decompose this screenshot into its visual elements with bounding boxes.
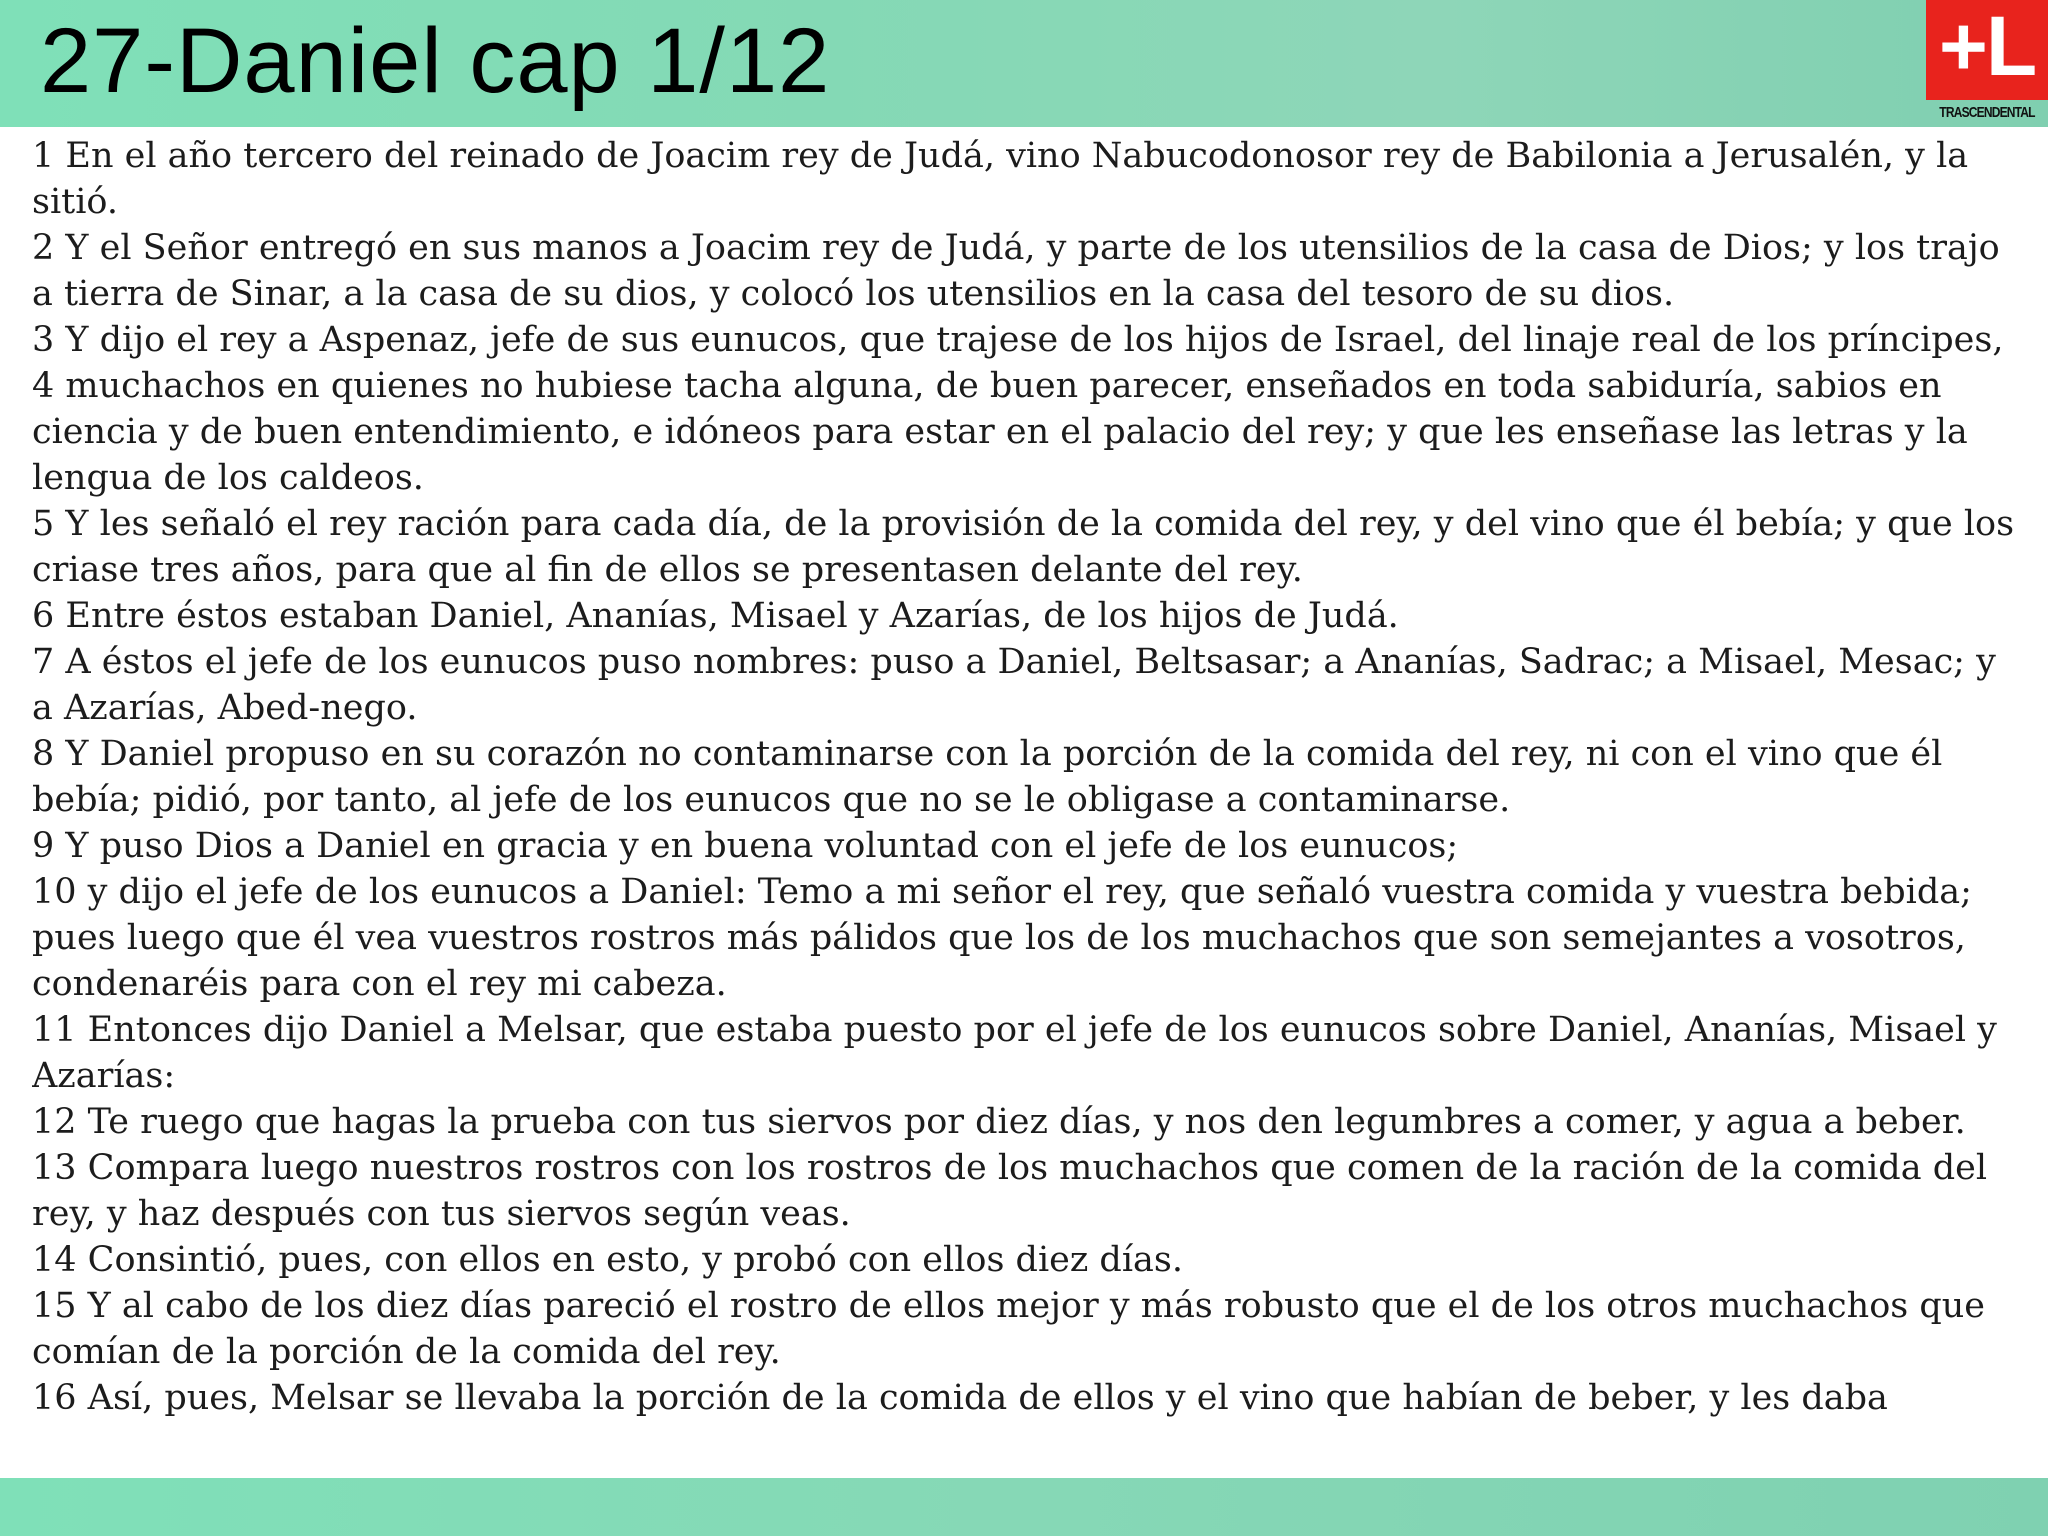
verse-11: 11 Entonces dijo Daniel a Melsar, que estaba puesto por el jefe de los eunucos sobre Daniel, Ananías, Misael y Azarías:: [32, 1010, 1997, 1096]
slide-title: 27-Daniel cap 1/12: [40, 10, 831, 112]
logo-badge: [1926, 0, 2048, 100]
verse-9: 9 Y puso Dios a Daniel en gracia y en buena voluntad con el jefe de los eunucos;: [32, 826, 1459, 866]
verse-8: 8 Y Daniel propuso en su corazón no contaminarse con la porción de la comida del rey, ni con el vino que él bebía; pidió, por tanto, al jefe de los eunucos que no se le obligase a contaminarse.: [32, 734, 1943, 820]
verse-1: 1 En el año tercero del reinado de Joacim rey de Judá, vino Nabucodonosor rey de Babilonia a Jerusalén, y la sitió.: [32, 136, 1969, 222]
verse-4: 4 muchachos en quienes no hubiese tacha alguna, de buen parecer, enseñados en toda sabiduría, sabios en ciencia y de buen entendimiento, e idóneos para estar en el palacio del rey; y que les enseñase las letras y la lengua de los caldeos.: [32, 366, 1968, 498]
verse-15: 15 Y al cabo de los diez días pareció el rostro de ellos mejor y más robusto que el de los otros muchachos que comían de la porción de la comida del rey.: [32, 1286, 1986, 1372]
verse-2: 2 Y el Señor entregó en sus manos a Joacim rey de Judá, y parte de los utensilios de la casa de Dios; y los trajo a tierra de Sinar, a la casa de su dios, y colocó los utensilios en la casa del tesoro de su dios.: [32, 228, 2000, 314]
verse-16: 16 Así, pues, Melsar se llevaba la porción de la comida de ellos y el vino que habían de beber, y les daba: [32, 1378, 1888, 1418]
scripture-body: [32, 133, 2016, 1475]
footer-bar: [0, 1478, 2048, 1536]
verse-13: 13 Compara luego nuestros rostros con los rostros de los muchachos que comen de la ración de la comida del rey, y haz después con tus siervos según veas.: [32, 1148, 1988, 1234]
brand-logo: [1926, 0, 2048, 127]
verse-6: 6 Entre éstos estaban Daniel, Ananías, Misael y Azarías, de los hijos de Judá.: [32, 596, 1399, 636]
cross-l-icon: +L: [1938, 0, 2036, 93]
verse-12: 12 Te ruego que hagas la prueba con tus siervos por diez días, y nos den legumbres a comer, y agua a beber.: [32, 1102, 1966, 1142]
verse-3: 3 Y dijo el rey a Aspenaz, jefe de sus eunucos, que trajese de los hijos de Israel, del linaje real de los príncipes,: [32, 320, 2004, 360]
verse-5: 5 Y les señaló el rey ración para cada día, de la provisión de la comida del rey, y del vino que él bebía; y que los criase tres años, para que al fin de ellos se presentasen delante del rey.: [32, 504, 2015, 590]
verse-14: 14 Consintió, pues, con ellos en esto, y probó con ellos diez días.: [32, 1240, 1183, 1280]
logo-caption: TRASCENDENTAL: [1939, 104, 2035, 121]
verse-7: 7 A éstos el jefe de los eunucos puso nombres: puso a Daniel, Beltsasar; a Ananías, Sadrac; a Misael, Mesac; y a Azarías, Abed-nego.: [32, 642, 1996, 728]
title-bar: [0, 0, 2048, 127]
verse-10: 10 y dijo el jefe de los eunucos a Daniel: Temo a mi señor el rey, que señaló vuestra comida y vuestra bebida; pues luego que él vea vuestros rostros más pálidos que los de los muchachos que son semejantes a vosotros, condenaréis para con el rey mi cabeza.: [32, 872, 1972, 1004]
